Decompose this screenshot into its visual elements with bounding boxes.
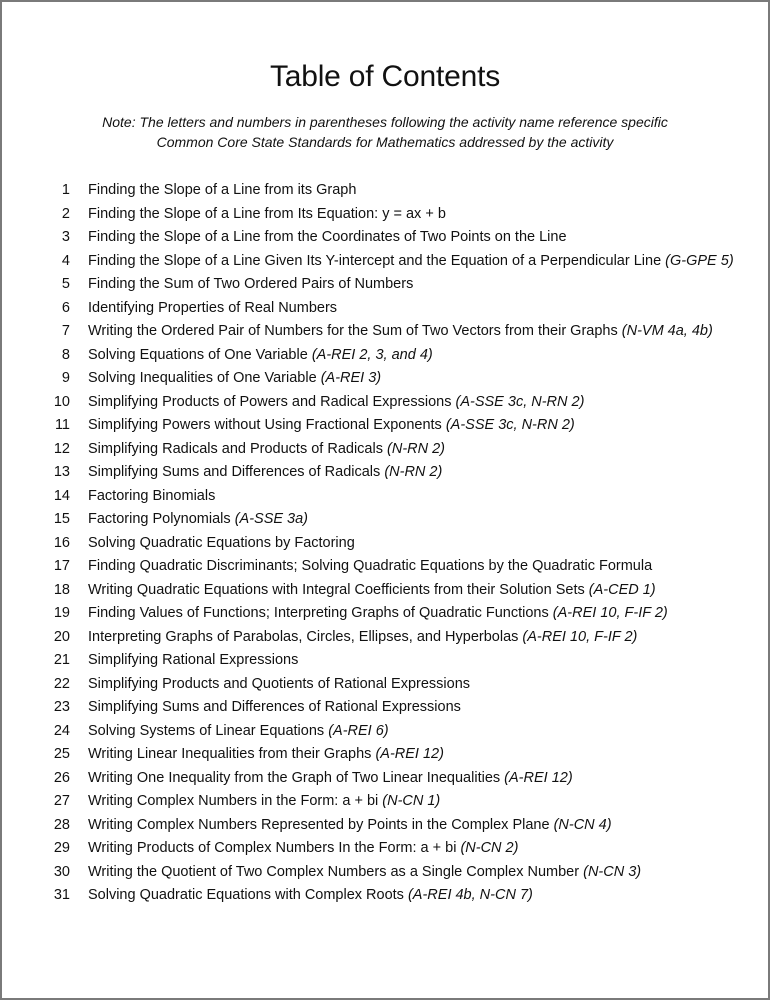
entry-standard: (A-SSE 3a): [234, 511, 309, 527]
entry-number: 1: [61, 182, 70, 198]
document-page: [2, 2, 768, 998]
entry-number: 22: [53, 675, 70, 692]
entry-number: 23: [53, 699, 70, 715]
entry-text: [88, 414, 575, 438]
toc-entry: [2, 579, 768, 603]
entry-number: 19: [53, 605, 70, 621]
entry-standard: (A-REI 6): [328, 722, 389, 739]
entry-text: [88, 626, 637, 650]
entry-title: Finding the Slope of a Line from Its Equation: y = ax + b: [88, 205, 446, 222]
entry-standard: (A-REI 4b, N-CN 7): [407, 887, 533, 903]
toc-entry: [2, 884, 768, 908]
note-line-1: Note: The letters and numbers in parentheses following the activity name reference specific: [102, 114, 668, 130]
entry-standard: (N-CN 3): [583, 863, 642, 880]
entry-number: 13: [53, 464, 70, 480]
entry-title: Writing Products of Complex Numbers In the Form: a + bi: [88, 840, 457, 856]
entry-title: Solving Inequalities of One Variable: [88, 370, 317, 386]
toc-entry: [2, 226, 768, 250]
toc-entry: [2, 273, 768, 297]
entry-title: Solving Systems of Linear Equations: [88, 722, 325, 739]
toc-entry: [2, 461, 768, 485]
entry-text: [88, 814, 612, 838]
entry-standard: (N-CN 4): [553, 816, 612, 833]
entry-text: [88, 226, 567, 250]
toc-entry: [2, 250, 768, 274]
entry-standard: (A-REI 10, F-IF 2): [552, 605, 668, 621]
entry-standard: (N-RN 2): [387, 440, 446, 457]
entry-text: [88, 250, 734, 274]
toc-entry: [2, 203, 768, 227]
entry-standard: (N-CN 1): [382, 793, 441, 809]
toc-entry: [2, 179, 768, 203]
entry-text: [88, 555, 652, 579]
toc-entry: [2, 743, 768, 767]
toc-entry: [2, 767, 768, 791]
entry-number: 9: [61, 370, 70, 386]
entry-standard: (A-CED 1): [588, 581, 656, 598]
entry-text: [88, 508, 308, 532]
entry-number: 24: [53, 722, 70, 739]
entry-title: Factoring Binomials: [88, 487, 216, 504]
entry-title: Writing the Ordered Pair of Numbers for the Sum of Two Vectors from their Graphs: [88, 323, 618, 339]
entry-number: 14: [53, 487, 70, 504]
entry-text: [88, 297, 337, 321]
toc-entry: [2, 861, 768, 885]
entry-standard: (A-SSE 3c, N-RN 2): [455, 393, 585, 410]
toc-entry: [2, 602, 768, 626]
entry-title: Finding the Slope of a Line Given Its Y-intercept and the Equation of a Perpendicular Line: [88, 252, 662, 269]
toc-entry: [2, 814, 768, 838]
entry-title: Finding Quadratic Discriminants; Solving Quadratic Equations by the Quadratic Formula: [88, 558, 653, 574]
entry-title: Finding the Slope of a Line from the Coordinates of Two Points on the Line: [88, 229, 567, 245]
entry-text: [88, 320, 713, 344]
toc-entry: [2, 555, 768, 579]
toc-entry: [2, 438, 768, 462]
entry-text: [88, 579, 656, 603]
entry-text: [88, 438, 445, 462]
entry-title: Simplifying Sums and Differences of Radicals: [88, 464, 381, 480]
entry-standard: (A-SSE 3c, N-RN 2): [445, 417, 575, 433]
note-line-2: Common Core State Standards for Mathematics addressed by the activity: [156, 134, 614, 150]
toc-entry: [2, 297, 768, 321]
entry-title: Writing Quadratic Equations with Integral Coefficients from their Solution Sets: [88, 581, 585, 598]
entry-text: [88, 673, 470, 697]
entry-standard: (A-REI 12): [504, 769, 573, 786]
entry-text: [88, 790, 440, 814]
entry-number: 29: [53, 840, 70, 856]
entry-number: 27: [53, 793, 70, 809]
entry-title: Factoring Polynomials: [88, 511, 231, 527]
entry-text: [88, 344, 433, 368]
entry-text: [88, 273, 413, 297]
entry-standard: (N-RN 2): [384, 464, 443, 480]
toc-entry: [2, 508, 768, 532]
entry-title: Simplifying Products of Powers and Radical Expressions: [88, 393, 452, 410]
contents-list: [2, 179, 768, 908]
entry-title: Writing the Quotient of Two Complex Numbers as a Single Complex Number: [88, 863, 580, 880]
toc-entry: [2, 532, 768, 556]
entry-title: Solving Equations of One Variable: [88, 346, 308, 363]
entry-text: [88, 203, 446, 227]
entry-standard: (A-REI 10, F-IF 2): [522, 628, 638, 645]
entry-title: Simplifying Rational Expressions: [88, 652, 299, 668]
toc-entry: [2, 367, 768, 391]
entry-number: 3: [61, 229, 70, 245]
entry-number: 21: [53, 652, 70, 668]
page-title: Table of Contents: [269, 60, 501, 93]
entry-text: [88, 696, 461, 720]
entry-standard: (A-REI 12): [375, 746, 444, 762]
toc-entry: [2, 649, 768, 673]
toc-entry: [2, 485, 768, 509]
entry-number: 30: [53, 863, 70, 880]
toc-entry: [2, 344, 768, 368]
entry-text: [88, 461, 442, 485]
entry-number: 6: [61, 299, 70, 316]
entry-text: [88, 367, 381, 391]
entry-number: 11: [54, 417, 70, 433]
entry-text: [88, 649, 298, 673]
entry-number: 2: [61, 205, 70, 222]
entry-number: 5: [61, 276, 70, 292]
entry-number: 12: [53, 440, 70, 457]
entry-text: [88, 767, 573, 791]
entry-title: Writing Complex Numbers in the Form: a + bi: [88, 793, 379, 809]
entry-standard: (A-REI 3): [320, 370, 382, 386]
entry-number: 28: [53, 816, 70, 833]
entry-number: 4: [61, 252, 70, 269]
entry-number: 18: [53, 581, 70, 598]
toc-entry: [2, 414, 768, 438]
entry-text: [88, 179, 356, 203]
entry-number: 15: [53, 511, 70, 527]
entry-text: [88, 391, 584, 415]
entry-title: Identifying Properties of Real Numbers: [88, 299, 338, 316]
entry-title: Finding Values of Functions; Interpreting Graphs of Quadratic Functions: [88, 605, 549, 621]
entry-title: Writing Linear Inequalities from their Graphs: [88, 746, 372, 762]
standards-note: [82, 112, 688, 152]
entry-number: 26: [53, 769, 70, 786]
entry-title: Solving Quadratic Equations with Complex Roots: [88, 887, 404, 903]
entry-number: 25: [53, 746, 70, 762]
entry-number: 20: [53, 628, 70, 645]
entry-text: [88, 837, 518, 861]
toc-entry: [2, 720, 768, 744]
entry-number: 17: [53, 558, 70, 574]
entry-number: 31: [53, 887, 70, 903]
toc-entry: [2, 696, 768, 720]
toc-entry: [2, 626, 768, 650]
toc-entry: [2, 391, 768, 415]
entry-title: Solving Quadratic Equations by Factoring: [88, 534, 355, 551]
entry-title: Writing One Inequality from the Graph of Two Linear Inequalities: [88, 769, 501, 786]
entry-title: Finding the Slope of a Line from its Graph: [88, 182, 357, 198]
entry-number: 7: [61, 323, 70, 339]
toc-entry: [2, 790, 768, 814]
entry-standard: (N-VM 4a, 4b): [621, 323, 713, 339]
entry-title: Writing Complex Numbers Represented by Points in the Complex Plane: [88, 816, 550, 833]
entry-text: [88, 532, 355, 556]
entry-text: [88, 720, 389, 744]
entry-text: [88, 861, 641, 885]
entry-title: Simplifying Sums and Differences of Rational Expressions: [88, 699, 461, 715]
entry-standard: (N-CN 2): [460, 840, 519, 856]
entry-number: 10: [53, 393, 70, 410]
entry-title: Simplifying Products and Quotients of Rational Expressions: [88, 675, 471, 692]
entry-text: [88, 485, 215, 509]
entry-text: [88, 602, 668, 626]
entry-title: Interpreting Graphs of Parabolas, Circles, Ellipses, and Hyperbolas: [88, 628, 519, 645]
entry-title: Simplifying Radicals and Products of Radicals: [88, 440, 383, 457]
entry-standard: (G-GPE 5): [665, 252, 734, 269]
entry-title: Simplifying Powers without Using Fractional Exponents: [88, 417, 442, 433]
toc-entry: [2, 837, 768, 861]
entry-number: 8: [61, 346, 70, 363]
entry-text: [88, 884, 533, 908]
toc-entry: [2, 320, 768, 344]
entry-number: 16: [53, 534, 70, 551]
entry-title: Finding the Sum of Two Ordered Pairs of Numbers: [88, 276, 414, 292]
toc-entry: [2, 673, 768, 697]
entry-text: [88, 743, 444, 767]
entry-standard: (A-REI 2, 3, and 4): [311, 346, 433, 363]
